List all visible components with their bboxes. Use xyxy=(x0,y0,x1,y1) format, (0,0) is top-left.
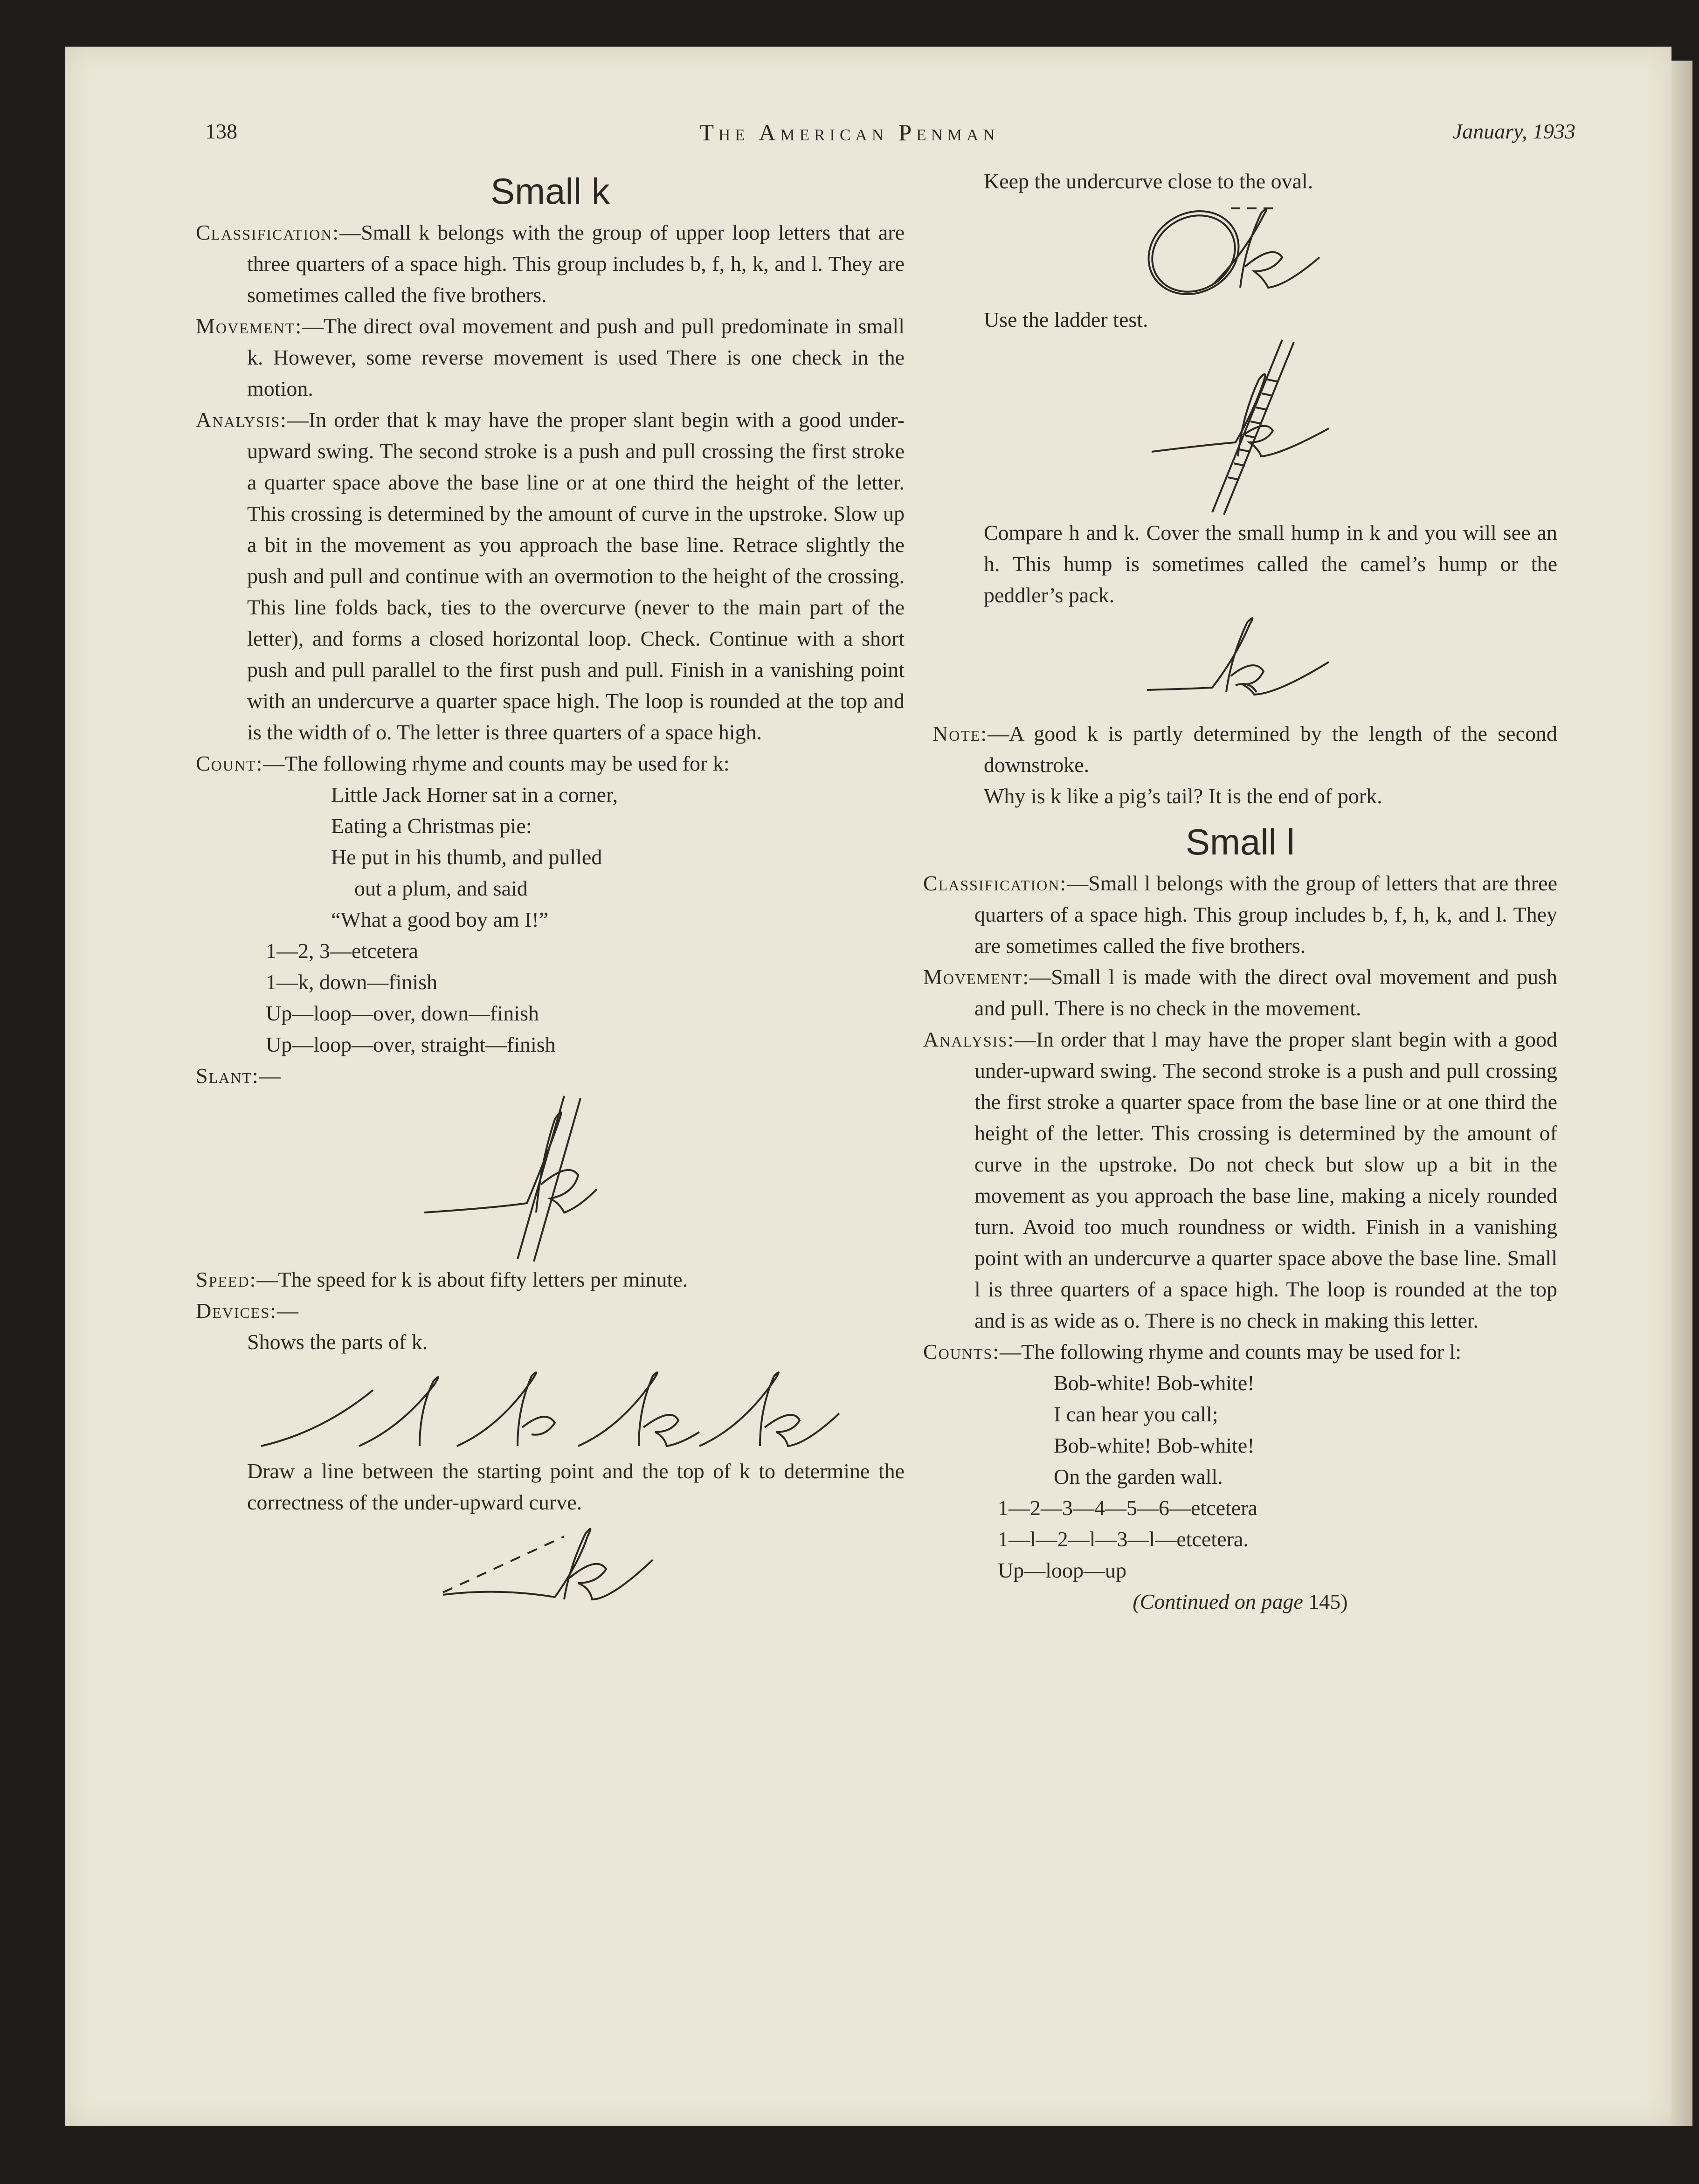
l-classification-text: —Small l belongs with the group of letters that are three quarters of a space high. This group includes b, f, h, k, and l. They are sometimes called the five brothers. xyxy=(974,871,1557,958)
l-movement-text: —Small l is made with the direct oval movement and push and pull. There is no check in the movement. xyxy=(974,965,1557,1020)
note-label: Note: xyxy=(932,722,988,745)
devices-text: — xyxy=(277,1299,298,1323)
rhyme-line: Eating a Christmas pie: xyxy=(331,814,532,838)
left-column xyxy=(196,165,905,1611)
count-paragraph xyxy=(196,748,905,779)
right-column xyxy=(923,165,1557,1617)
ladder-test-illustration xyxy=(1142,335,1338,517)
continued-page-number: 145) xyxy=(1308,1590,1348,1613)
l-count-line: 1—2—3—4—5—6—etcetera xyxy=(998,1496,1257,1520)
l-classification-paragraph xyxy=(923,868,1557,961)
count-line: Up—loop—over, straight—finish xyxy=(266,1033,556,1056)
slant-label: Slant: xyxy=(196,1064,259,1088)
devices-paragraph xyxy=(196,1295,905,1326)
shows-parts-text: Shows the parts of k. xyxy=(247,1330,428,1354)
rhyme-line: out a plum, and said xyxy=(354,876,528,900)
movement-paragraph xyxy=(196,310,905,404)
l-counts-label: Counts: xyxy=(923,1340,1000,1364)
ladder-tip: Use the ladder test. xyxy=(984,308,1148,331)
analysis-label: Analysis: xyxy=(196,408,287,432)
classification-paragraph xyxy=(196,217,905,310)
speed-paragraph xyxy=(196,1264,905,1295)
running-title: The American Penman xyxy=(699,119,1000,145)
l-rhyme-line: On the garden wall. xyxy=(1054,1465,1223,1488)
note-text: —A good k is partly determined by the length of the second downstroke. xyxy=(984,722,1557,777)
page-number: 138 xyxy=(205,119,237,143)
l-count-line: Up—loop—up xyxy=(998,1558,1126,1582)
speed-text: —The speed for k is about fifty letters per minute. xyxy=(256,1268,688,1291)
l-counts-paragraph xyxy=(923,1336,1557,1367)
draw-line-text: Draw a line between the starting point and the top of k to determine the correctness of the under-upward curve. xyxy=(247,1459,905,1514)
slant-k-illustration xyxy=(410,1091,690,1264)
l-counts-text: —The following rhyme and counts may be used for l: xyxy=(1000,1340,1462,1364)
count-line: 1—2, 3—etcetera xyxy=(266,939,418,963)
analysis-paragraph xyxy=(196,404,905,748)
l-rhyme-line: I can hear you call; xyxy=(1054,1402,1218,1426)
l-classification-label: Classification: xyxy=(923,871,1067,895)
l-movement-paragraph xyxy=(923,961,1557,1024)
classification-label: Classification: xyxy=(196,220,340,244)
dashed-start-k-illustration xyxy=(429,1518,671,1611)
l-movement-label: Movement: xyxy=(923,965,1030,989)
movement-text: —The direct oval movement and push and pull predominate in small k. However, some reverse movement is used There is one check in the motion. xyxy=(247,314,905,400)
continued-note xyxy=(923,1586,1557,1617)
section-title-small-k: Small k xyxy=(490,171,610,212)
next-page-edge xyxy=(1671,61,1692,2126)
l-rhyme-line: Bob-white! Bob-white! xyxy=(1054,1371,1255,1395)
rhyme-line: He put in his thumb, and pulled xyxy=(331,845,602,869)
rhyme-line: “What a good boy am I!” xyxy=(331,908,549,931)
l-analysis-text: —In order that l may have the proper slant begin with a good under-upward swing. The second stroke is a push and pull crossing the first stroke a quarter space from the base line or at one third the height of the letter. This crossing is determined by the amount of curve in the upstroke. Do not check but slow up a bit in the movement as you approach the base line, making a nicely rounded turn. Avoid too much roundness or width. Finish in a vanishing point with an undercurve a quarter space above the base line. Small l is three quarters of a space high. The loop is rounded at the top and is as wide as o. There is no check in making this letter. xyxy=(974,1027,1557,1332)
count-label: Count: xyxy=(196,751,263,775)
compare-text: Compare h and k. Cover the small hump in k and you will see an h. This hump is sometimes called the camel’s hump or the peddler’s pack. xyxy=(984,521,1557,607)
h-k-hump-illustration xyxy=(1142,611,1338,718)
pig-tail-text: Why is k like a pig’s tail? It is the end of pork. xyxy=(984,784,1382,808)
page-header xyxy=(0,119,1699,152)
l-count-line: 1—l—2—l—3—l—etcetera. xyxy=(998,1527,1249,1551)
devices-label: Devices: xyxy=(196,1299,277,1323)
count-line: Up—loop—over, down—finish xyxy=(266,1001,539,1025)
section-title-small-l: Small l xyxy=(1185,821,1295,862)
count-line: 1—k, down—finish xyxy=(266,970,437,994)
issue-date: January, 1933 xyxy=(1452,119,1575,143)
slant-text: — xyxy=(259,1064,281,1088)
k-parts-illustration xyxy=(252,1357,849,1455)
l-analysis-label: Analysis: xyxy=(923,1027,1015,1051)
classification-text: —Small k belongs with the group of upper loop letters that are three quarters of a space high. This group includes b, f, h, k, and l. They are sometimes called the five brothers. xyxy=(247,220,905,307)
rhyme-line: Little Jack Horner sat in a corner, xyxy=(331,783,618,806)
continued-text: (Continued on page xyxy=(1133,1590,1303,1613)
slant-paragraph xyxy=(196,1060,905,1091)
speed-label: Speed: xyxy=(196,1268,257,1291)
movement-label: Movement: xyxy=(196,314,303,338)
analysis-text: —In order that k may have the proper slant begin with a good under-upward swing. The second stroke is a push and pull crossing the first stroke a quarter space above the base line or at one third the height of the letter. This crossing is determined by the amount of curve in the upstroke. Slow up a bit in the movement as you approach the base line. Retrace slightly the push and pull and continue with an overmotion to the height of the crossing. This line folds back, ties to the overcurve (never to the main part of the letter), and forms a closed horizontal loop. Check. Continue with a short push and pull parallel to the first push and pull. Finish in a vanishing point with an undercurve a quarter space high. The loop is rounded at the top and is the width of o. The letter is three quarters of a space high. xyxy=(247,408,905,744)
l-rhyme-line: Bob-white! Bob-white! xyxy=(1054,1433,1255,1457)
oval-k-illustration xyxy=(1119,197,1361,304)
undercurve-tip: Keep the undercurve close to the oval. xyxy=(984,169,1313,193)
note-paragraph xyxy=(932,718,1557,780)
count-text: —The following rhyme and counts may be used for k: xyxy=(263,751,730,775)
l-analysis-paragraph xyxy=(923,1024,1557,1336)
